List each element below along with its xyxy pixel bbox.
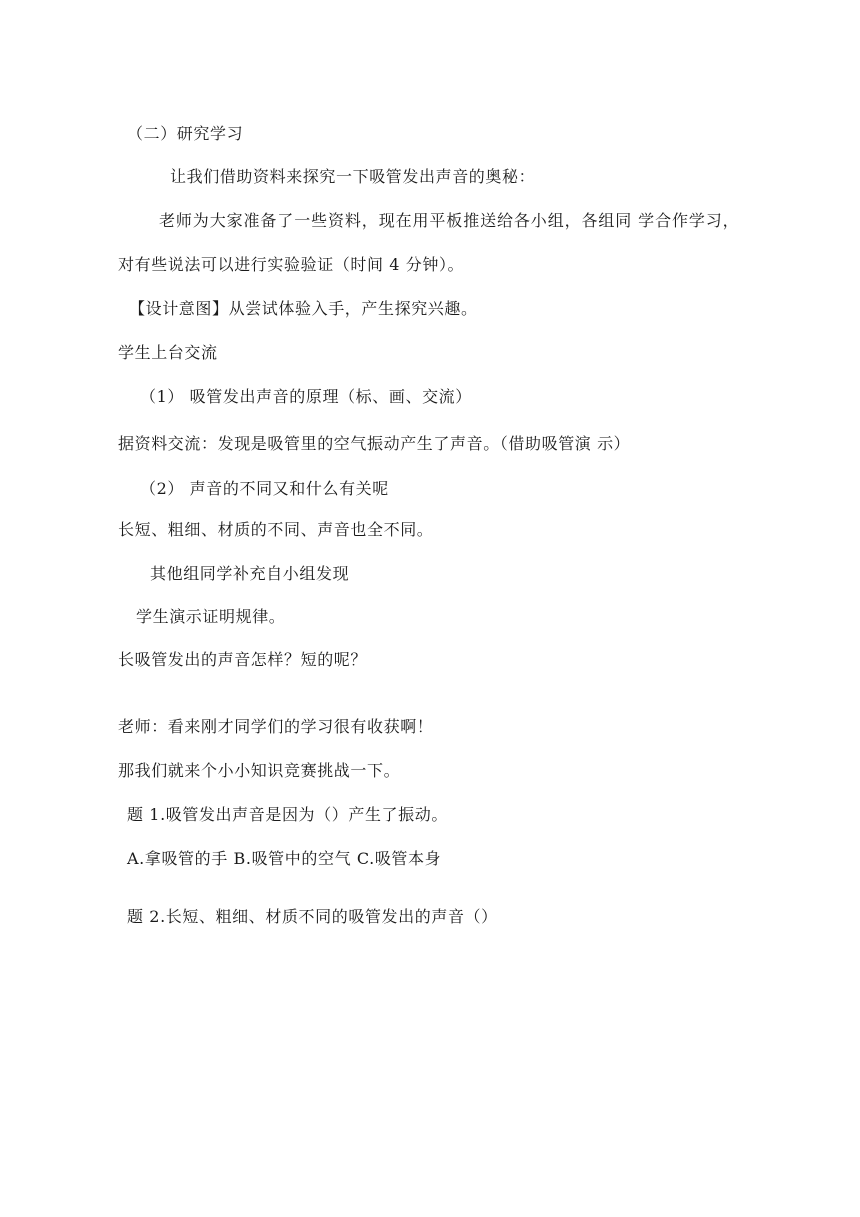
paragraph-line: 长短、粗细、材质的不同、声音也全不同。 (118, 520, 434, 539)
paragraph-line: 其他组同学补充自小组发现 (150, 564, 350, 583)
paragraph-line: 让我们借助资料来探究一下吸管发出声音的奥秘： (170, 167, 536, 186)
paragraph-line: 学生上台交流 (118, 343, 218, 362)
question-line: 题 2.长短、粗细、材质不同的吸管发出的声音（） (127, 907, 498, 926)
paragraph-line: 学生演示证明规律。 (136, 607, 286, 626)
list-item: （2） 声音的不同又和什么有关呢 (140, 479, 389, 498)
paragraph-line: 那我们就来个小小知识竞赛挑战一下。 (118, 761, 401, 780)
list-item: （1） 吸管发出声音的原理（标、画、交流） (140, 387, 472, 406)
section-heading: （二）研究学习 (127, 124, 244, 143)
question-line: 题 1.吸管发出声音是因为（）产生了振动。 (127, 805, 448, 824)
paragraph-line: 对有些说法可以进行实验验证（时间 4 分钟）。 (118, 255, 465, 274)
paragraph-line: 老师：看来刚才同学们的学习很有收获啊！ (118, 717, 434, 736)
answer-options: A.拿吸管的手 B.吸管中的空气 C.吸管本身 (127, 849, 442, 868)
paragraph-line: 长吸管发出的声音怎样？短的呢？ (118, 650, 368, 669)
paragraph-line: 据资料交流：发现是吸管里的空气振动产生了声音。（借助吸管演 示） (118, 434, 631, 453)
paragraph-line: 老师为大家准备了一些资料，现在用平板推送给各小组，各组同 学合作学习， (159, 211, 740, 230)
design-intent-line: 【设计意图】从尝试体验入手，产生探究兴趣。 (129, 299, 478, 318)
